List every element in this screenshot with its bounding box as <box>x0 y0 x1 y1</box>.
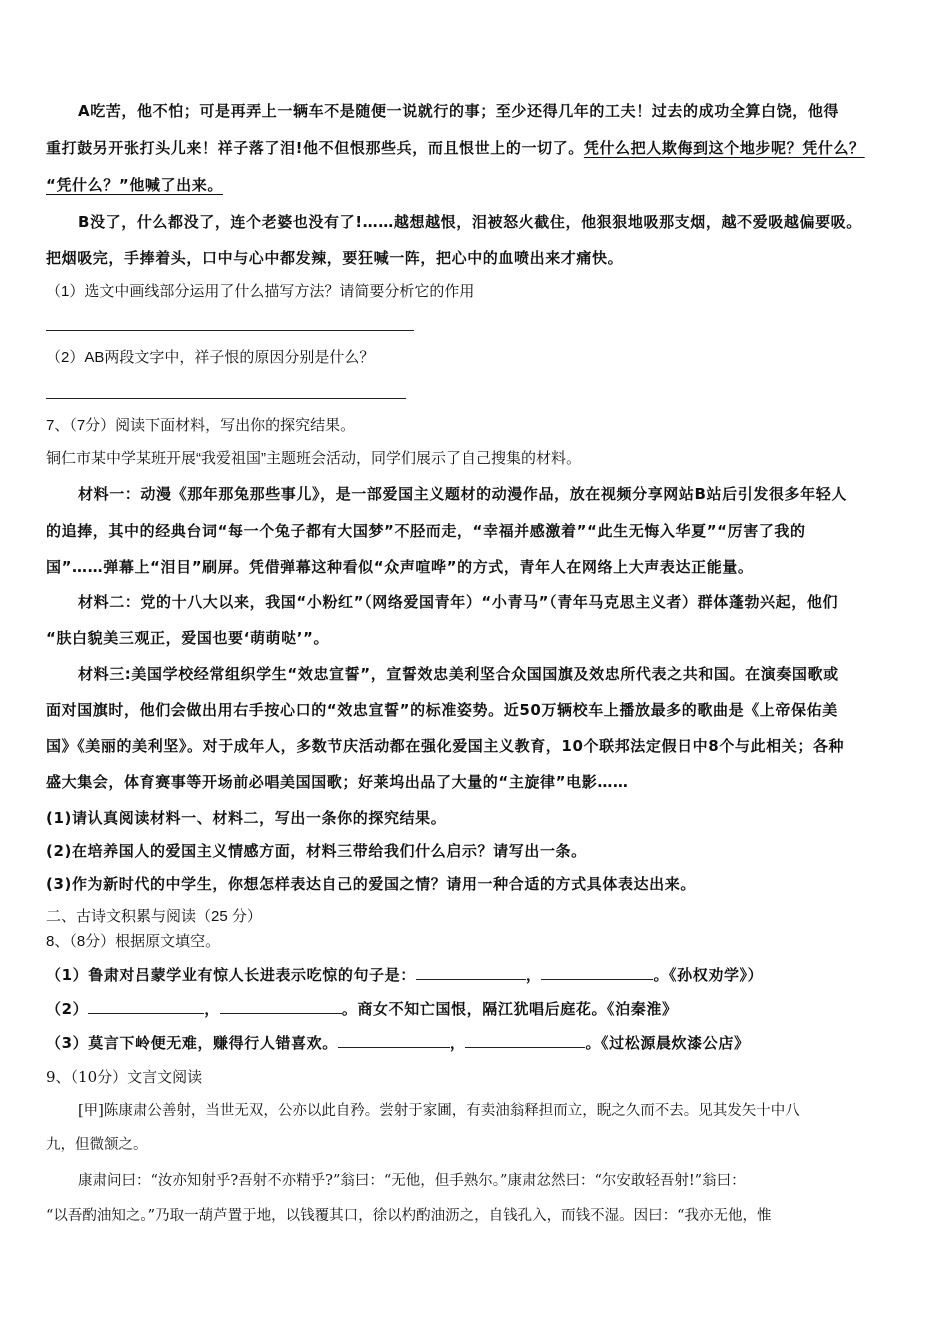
passage-a-line-1: A吃苦，他不怕；可是再弄上一辆车不是随便一说就行的事；至少还得几年的工夫！过去的成功全算白饶，他得 <box>78 102 840 120</box>
material1-line-2: 的追捧，其中的经典台词“每一个兔子都有大国梦”不胫而走，“幸福并感激着”“此生无悔入华夏”“厉害了我的 <box>46 522 806 540</box>
q8-s3-comma: ， <box>449 1034 466 1052</box>
q9-para1-line-2: 九，但微颔之。 <box>46 1137 148 1153</box>
q8-sentence-1 <box>46 965 763 985</box>
q8-s3-prompt: （3）莫言下岭便无难，赚得行人错喜欢。 <box>46 1034 338 1052</box>
q7-question-2: (2)在培养国人的爱国主义情感方面，材料三带给我们什么启示？请写出一条。 <box>46 842 587 860</box>
passage-a-line-2 <box>46 138 865 158</box>
material3-line-2: 面对国旗时，他们会做出用右手按心口的“效忠宣誓”的标准姿势。近50万辆校车上播放最多的歌曲是《上帝保佑美 <box>46 701 838 719</box>
q8-s3-blank-a[interactable] <box>338 1033 450 1048</box>
passage-a-line-2-text: 重打鼓另开张打头儿来！祥子落了泪!他不但恨那些兵，而且恨世上的一切了。 <box>46 139 584 157</box>
q8-s1-blank-b[interactable] <box>541 965 653 980</box>
q8-s1-source: 。《孙权劝学》） <box>653 966 764 984</box>
material3-line-1: 材料三:美国学校经常组织学生“效忠宣誓”，宣誓效忠美利坚合众国国旗及效忠所代表之共和国。在演奏国歌或 <box>78 665 839 683</box>
material2-line-2: “肤白貌美三观正，爱国也要‘萌萌哒’”。 <box>46 629 330 647</box>
material3-line-4: 盛大集会，体育赛事等开场前必唱美国国歌；好莱坞出品了大量的“主旋律”电影…… <box>46 773 629 791</box>
q8-s2-rest: 。商女不知亡国恨，隔江犹唱后庭花。《泊秦淮》 <box>341 1000 678 1018</box>
q8-title: 8、（8分）根据原文填空。 <box>46 933 221 950</box>
q7-question-1: (1)请认真阅读材料一、材料二，写出一条你的探究结果。 <box>46 809 447 827</box>
material1-line-3: 国”……弹幕上“泪目”刷屏。凭借弹幕这种看似“众声喧哗”的方式，青年人在网络上大声表达正能量。 <box>46 558 754 576</box>
q8-s1-prompt: （1）鲁肃对吕蒙学业有惊人长进表示吃惊的句子是： <box>46 966 416 984</box>
q8-s3-blank-b[interactable] <box>465 1033 585 1048</box>
q8-sentence-2 <box>46 999 678 1019</box>
q9-para2-line-2: “以吾酌油知之。”乃取一葫芦置于地，以钱覆其口，徐以杓酌油沥之，自钱孔入，而钱不湿。因曰：“我亦无他，惟 <box>46 1208 772 1224</box>
material1-line-1: 材料一：动漫《那年那兔那些事儿》，是一部爱国主义题材的动漫作品，放在视频分享网站B站后引发很多年轻人 <box>78 485 847 503</box>
q8-s2-prompt: （2） <box>46 1000 89 1018</box>
q8-s2-blank-a[interactable] <box>88 999 204 1014</box>
q7-question-3: (3)作为新时代的中学生，你想怎样表达自己的爱国之情？请用一种合适的方式具体表达出来。 <box>46 875 696 893</box>
material3-line-3: 国》《美丽的美利坚》。对于成年人，多数节庆活动都在强化爱国主义教育，10个联邦法定假日中8个与此相关；各种 <box>46 737 845 755</box>
q8-s2-blank-b[interactable] <box>220 999 342 1014</box>
answer-line-1[interactable] <box>46 330 414 331</box>
q7-intro: 铜仁市某中学某班开展“我爱祖国”主题班会活动，同学们展示了自己搜集的材料。 <box>46 450 581 467</box>
section-2-heading: 二、古诗文积累与阅读（25 分） <box>46 908 262 925</box>
passage-b-line-2: 把烟吸完，手捧着头，口中与心中都发辣，要狂喊一阵，把心中的血喷出来才痛快。 <box>46 249 624 267</box>
q7-title: 7、（7分）阅读下面材料，写出你的探究结果。 <box>46 417 356 434</box>
q8-s2-comma: ， <box>204 1000 220 1018</box>
q9-para1-line-1: [甲]陈康肃公善射，当世无双，公亦以此自矜。尝射于家圃，有卖油翁释担而立，睨之久而不去。见其发矢十中八 <box>78 1103 800 1119</box>
q9-para2-line-1: 康肃问曰：“汝亦知射乎?吾射不亦精乎?”翁曰：“无他，但手熟尔。”康肃忿然曰：“尔安敢轻吾射!”翁曰： <box>78 1173 746 1189</box>
q6-sub2: （2）AB两段文字中，祥子恨的原因分别是什么？ <box>46 349 375 366</box>
material2-line-1: 材料二：党的十八大以来，我国“小粉红”（网络爱国青年）“小青马”（青年马克思主义者）群体蓬勃兴起，他们 <box>78 593 839 611</box>
q8-s3-source: 。《过松源晨炊漆公店》 <box>585 1034 750 1052</box>
q8-sentence-3 <box>46 1033 750 1053</box>
q6-sub1: （1）选文中画线部分运用了什么描写方法？请简要分析它的作用 <box>46 283 475 300</box>
passage-a-line-3: “凭什么？”他喊了出来。 <box>46 176 223 194</box>
q8-s1-comma: ， <box>525 966 542 984</box>
q9-title: 9、（10分）文言文阅读 <box>46 1068 203 1086</box>
answer-line-2[interactable] <box>46 398 406 399</box>
passage-b-line-1: B没了，什么都没了，连个老婆也没有了!……越想越恨，泪被怒火截住，他狠狠地吸那支烟，越不爱吸越偏要吸。 <box>78 213 862 231</box>
underlined-sentence: 凭什么把人欺侮到这个地步呢？凭什么？ <box>583 139 865 157</box>
q8-s1-blank-a[interactable] <box>416 965 526 980</box>
